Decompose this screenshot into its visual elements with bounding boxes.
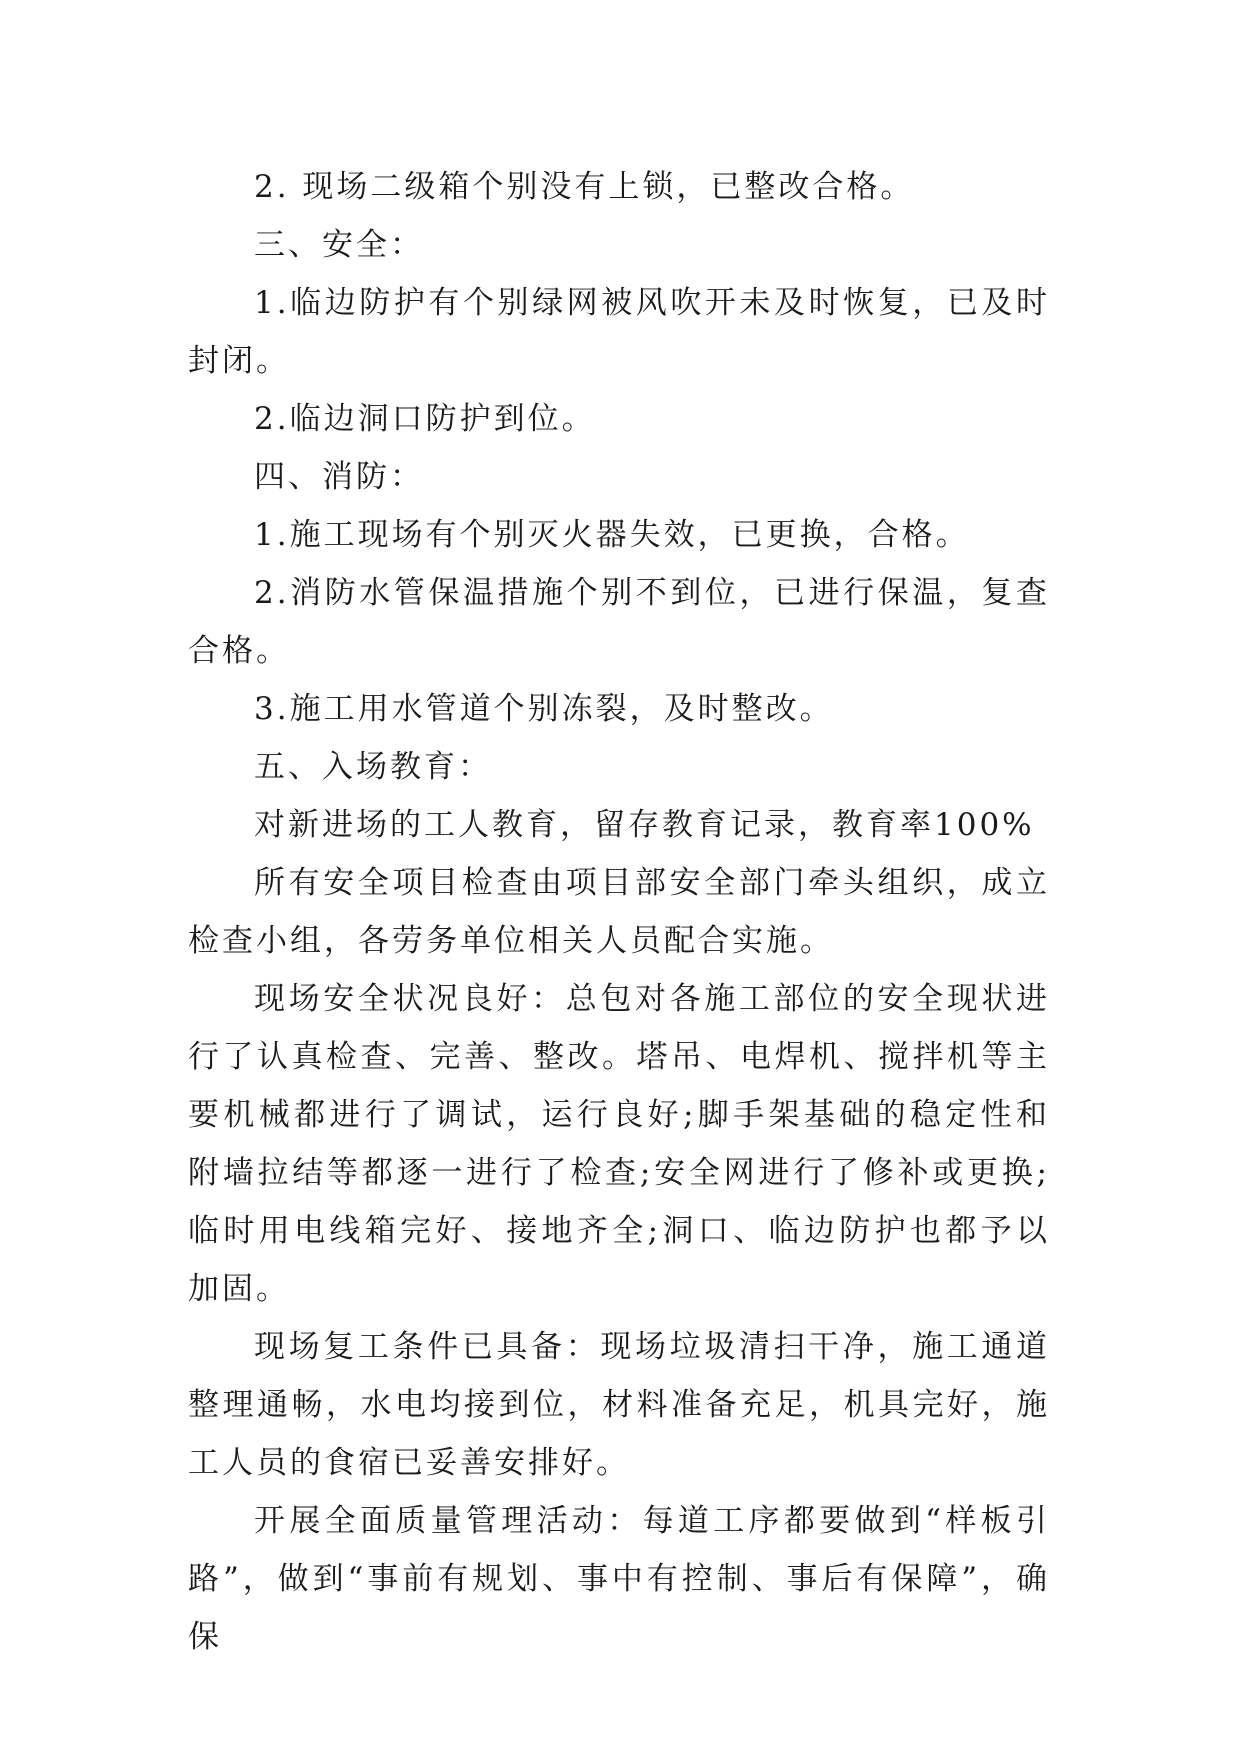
paragraph-extinguishers: 1.施工现场有个别灭火器失效，已更换，合格。: [254, 517, 970, 553]
section-heading-fire: 四、消防：: [254, 459, 424, 495]
paragraph-opening-protection: 2.临边洞口防护到位。: [254, 401, 596, 437]
section-heading-education: 五、入场教育：: [254, 749, 492, 785]
paragraph-quality-management: 开展全面质量管理活动：每道工序都要做到“样板引路”，做到“事前有规划、事中有控制、事后有保障”，确保: [188, 1503, 1050, 1655]
paragraph-resumption-conditions: 现场复工条件已具备：现场垃圾清扫干净，施工通道整理通畅，水电均接到位，材料准备充足，机具完好，施工人员的食宿已妥善安排好。: [188, 1329, 1050, 1481]
paragraph-edge-protection: 1.临边防护有个别绿网被风吹开未及时恢复，已及时封闭。: [188, 285, 1050, 379]
paragraph-frozen-pipes: 3.施工用水管道个别冻裂，及时整改。: [254, 691, 834, 727]
paragraph-inspection-group: 所有安全项目检查由项目部安全部门牵头组织，成立检查小组，各劳务单位相关人员配合实施。: [188, 865, 1050, 959]
paragraph-worker-education: 对新进场的工人教育，留存教育记录，教育率100%: [254, 807, 1035, 843]
paragraph-item-2-distribution-box: 2. 现场二级箱个别没有上锁，已整改合格。: [254, 169, 915, 205]
document-body: [188, 158, 1050, 1666]
section-heading-safety: 三、安全：: [254, 227, 424, 263]
paragraph-pipe-insulation: 2.消防水管保温措施个别不到位，已进行保温，复查合格。: [188, 575, 1050, 669]
paragraph-site-safety-status: 现场安全状况良好：总包对各施工部位的安全现状进行了认真检查、完善、整改。塔吊、电焊机、搅拌机等主要机械都进行了调试，运行良好;脚手架基础的稳定性和附墙拉结等都逐一进行了检查;安全网进行了修补或更换;临时用电线箱完好、接地齐全;洞口、临边防护也都予以加固。: [188, 981, 1050, 1307]
